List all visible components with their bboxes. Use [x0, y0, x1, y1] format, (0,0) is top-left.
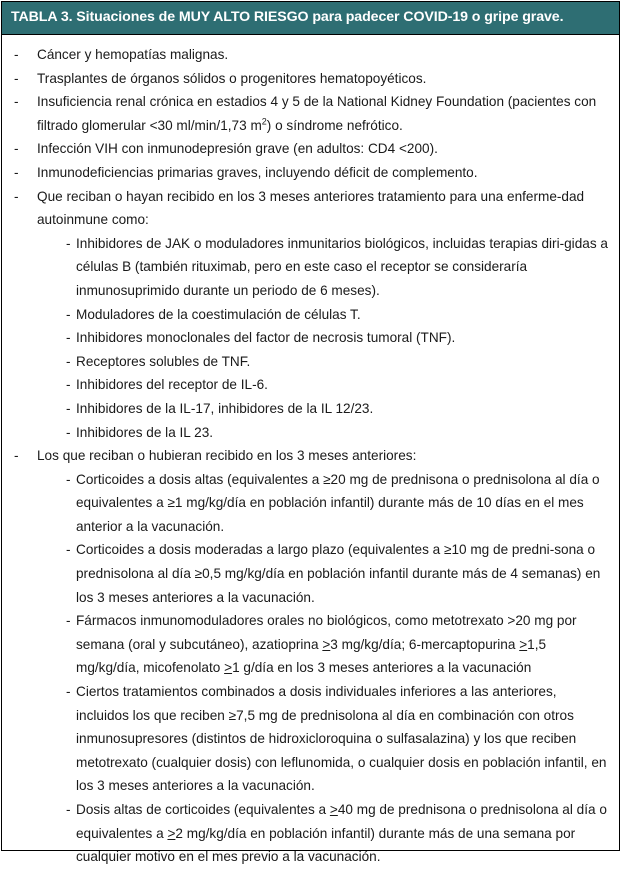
- sub-item-text: 3 mg/kg/día; 6-mercaptopurina: [330, 636, 520, 652]
- sub-list-item: [2, 397, 619, 421]
- bullet-dash: -: [14, 47, 19, 62]
- sub-item-text: 1,5 mg/kg/día, micofenolato: [76, 636, 547, 676]
- risk-table: [1, 1, 620, 865]
- bullet-dash: -: [66, 802, 71, 817]
- sub-item-text: 2 mg/kg/día en población infantil) durante más de una semana por cualquier motivo en el mes previo a la vacunación.: [76, 825, 576, 865]
- sub-list-item: [2, 232, 619, 303]
- ge-symbol: >: [224, 660, 233, 676]
- bullet-dash: -: [66, 400, 71, 416]
- bullet-dash: -: [66, 235, 71, 251]
- list-item: [2, 67, 619, 91]
- sub-item-text: Inhibidores de la IL-17, inhibidores de la IL 12/23.: [76, 400, 374, 416]
- bullet-dash: -: [66, 330, 71, 346]
- sub-list-item: [2, 303, 619, 327]
- item-text: Trasplantes de órganos sólidos o progenitores hematopoyéticos.: [37, 70, 427, 86]
- bullet-dash: -: [66, 684, 71, 700]
- sub-list-item: [2, 421, 619, 445]
- list-item: [2, 444, 619, 468]
- sub-item-text: Corticoides a dosis altas (equivalentes a ≥20 mg de prednisona o prednisolona al día o equivalentes a ≥1 mg/kg/día en población infantil) durante más de 10 días en el mes anterior a la vacunación.: [76, 471, 600, 534]
- bullet-dash: -: [14, 141, 19, 157]
- table-body: [2, 35, 619, 869]
- list-item: [2, 185, 619, 232]
- ge-symbol: >: [519, 636, 528, 652]
- item-text: Infección VIH con inmunodepresión grave (en adultos: CD4 <200).: [37, 141, 438, 157]
- bullet-dash: -: [14, 188, 19, 204]
- item-text: Cáncer y hemopatías malignas.: [37, 47, 229, 62]
- bullet-dash: -: [14, 70, 19, 86]
- sub-item-text: Moduladores de la coestimulación de células T.: [76, 306, 361, 322]
- bullet-dash: -: [66, 542, 71, 558]
- bullet-dash: -: [66, 306, 71, 322]
- sub-list-item: [2, 680, 619, 798]
- list-item: [2, 137, 619, 161]
- sub-item-text: Inhibidores monoclonales del factor de necrosis tumoral (TNF).: [76, 330, 456, 346]
- ge-symbol: >: [167, 825, 176, 841]
- ge-symbol: >: [322, 636, 331, 652]
- sub-item-text: Ciertos tratamientos combinados a dosis individuales inferiores a las anteriores, incluidos los que reciben ≥7,5 mg de prednisolona al día en combinación con otros inmunosupresores (distintos de hidroxicloroquina o sulfasalazina) y los que reciben metotrexato (cualquier dosis) con leflunomida, o cualquier dosis en población infantil, en los 3 meses anteriores a la vacunación.: [76, 684, 607, 794]
- sub-item-text: Inhibidores del receptor de IL-6.: [76, 377, 268, 393]
- list-item: [2, 161, 619, 185]
- item-text: Inmunodeficiencias primarias graves, incluyendo déficit de complemento.: [37, 164, 478, 180]
- bullet-dash: -: [66, 471, 71, 487]
- item-text: Que reciban o hayan recibido en los 3 meses anteriores tratamiento para una enferme-dad autoinmune como:: [37, 188, 585, 228]
- item-text: Insuficiencia renal crónica en estadios 4 y 5 de la National Kidney Foundation (pacientes con filtrado glomerular <30 ml/min/1,73 m: [37, 94, 597, 133]
- sub-item-text: Inhibidores de JAK o moduladores inmunitarios biológicos, incluidas terapias diri-gidas a células B (también rituximab, pero en este caso el receptor se consideraría inmunosuprimido durante un periodo de 6 meses).: [76, 235, 608, 298]
- bullet-dash: -: [66, 424, 71, 440]
- sub-item-text: Inhibidores de la IL 23.: [76, 424, 214, 440]
- item-text: ) o síndrome nefrótico.: [266, 117, 403, 133]
- list-item: [2, 43, 619, 67]
- sub-item-text: 1 g/día en los 3 meses anteriores a la vacunación: [232, 660, 532, 676]
- bullet-dash: -: [66, 353, 71, 369]
- bullet-dash: -: [66, 377, 71, 393]
- table-title: TABLA 3. Situaciones de MUY ALTO RIESGO para padecer COVID-19 o gripe grave.: [2, 2, 619, 35]
- sub-item-text: Fármacos inmunomoduladores orales no biológicos, como metotrexato >20 mg por semana (oral y subcutáneo), azatioprina: [76, 613, 577, 652]
- superscript: 2: [261, 116, 267, 127]
- bullet-dash: -: [14, 448, 19, 464]
- sub-item-text: 40 mg de prednisona o prednisolona al día o equivalentes a: [76, 802, 607, 841]
- item-text: Los que reciban o hubieran recibido en los 3 meses anteriores:: [37, 448, 417, 464]
- bullet-dash: -: [14, 164, 19, 180]
- sub-list-item: [2, 468, 619, 539]
- sub-list-item: [2, 538, 619, 609]
- bullet-dash: -: [14, 94, 19, 110]
- sub-item-text: Receptores solubles de TNF.: [76, 353, 251, 369]
- sub-item-text: Dosis altas de corticoides (equivalentes a: [76, 802, 330, 817]
- sub-item-text: Corticoides a dosis moderadas a largo plazo (equivalentes a ≥10 mg de predni-sona o prednisolona al día ≥0,5 mg/kg/día en población infantil durante más de 4 semanas) en los 3 meses anteriores a la vacunación.: [76, 542, 601, 605]
- sub-list-item: [2, 350, 619, 374]
- list-item: [2, 90, 619, 137]
- bullet-dash: -: [66, 613, 71, 629]
- sub-list-item: [2, 326, 619, 350]
- ge-symbol: >: [329, 802, 338, 817]
- sub-list-item: [2, 373, 619, 397]
- sub-list-item: [2, 798, 619, 869]
- sub-list-item: [2, 609, 619, 680]
